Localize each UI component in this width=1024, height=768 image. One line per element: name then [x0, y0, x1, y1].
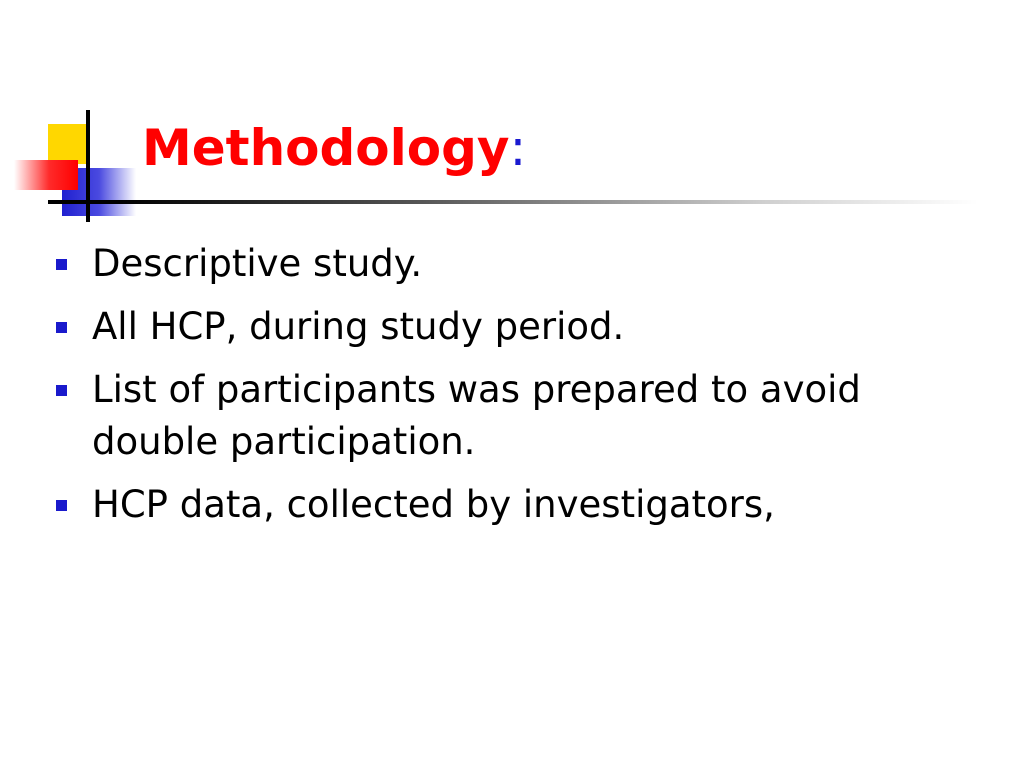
- square-bullet-icon: [56, 322, 67, 333]
- yellow-square: [48, 124, 88, 164]
- slide-title: [142, 118, 526, 178]
- bullet-text: All HCP, during study period.: [92, 305, 625, 348]
- bullet-item: [56, 364, 956, 468]
- title-underline: [118, 200, 978, 204]
- square-bullet-icon: [56, 259, 67, 270]
- bullet-list: [56, 238, 956, 542]
- bullet-text: List of participants was prepared to avoid double participation.: [92, 368, 861, 463]
- bullet-text: Descriptive study.: [92, 242, 423, 285]
- logo-horizontal-line: [48, 200, 128, 204]
- red-square: [14, 160, 78, 190]
- slide-title-suffix: :: [509, 119, 527, 177]
- slide-title-text: Methodology: [142, 119, 510, 177]
- bullet-item: [56, 301, 956, 353]
- logo-vertical-line: [86, 110, 90, 222]
- bullet-item: [56, 238, 956, 290]
- square-bullet-icon: [56, 385, 67, 396]
- bullet-text: HCP data, collected by investigators,: [92, 483, 775, 526]
- square-bullet-icon: [56, 500, 67, 511]
- bullet-item: [56, 479, 956, 531]
